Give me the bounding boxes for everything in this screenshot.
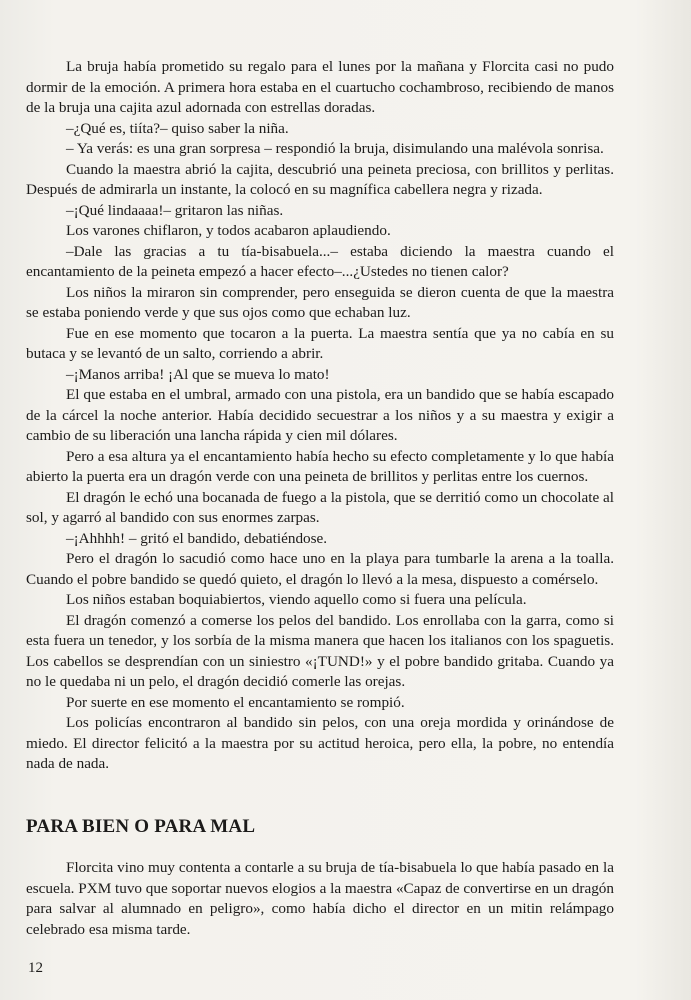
- section-heading: PARA BIEN O PARA MAL: [26, 816, 256, 837]
- paragraph: Fue en ese momento que tocaron a la puerta. La maestra sentía que ya no cabía en su butaca y se levantó de un salto, corriendo a abrir.: [26, 324, 614, 362]
- paragraph: Los policías encontraron al bandido sin pelos, con una oreja mordida y orinándose de miedo. El director felicitó a la maestra por su actitud heroica, pero ella, la pobre, no entendía nada de nada.: [26, 714, 614, 772]
- paragraph: Los varones chiflaron, y todos acabaron aplaudiendo.: [66, 222, 391, 239]
- section-text: [26, 858, 614, 940]
- paragraph: La bruja había prometido su regalo para el lunes por la mañana y Florcita casi no pudo dormir de la emoción. A primera hora estaba en el cuartucho cochambroso, recibiendo de manos de la bruja una cajita azul adornada con estrellas doradas.: [26, 58, 614, 116]
- paragraph: Por suerte en ese momento el encantamiento se rompió.: [66, 693, 405, 711]
- paragraph: –Dale las gracias a tu tía-bisabuela...– estaba diciendo la maestra cuando el encantamiento de la peineta empezó a hacer efecto–...¿Ustedes no tienen calor?: [26, 242, 614, 280]
- paragraph: –¡Qué lindaaaa!– gritaron las niñas.: [66, 201, 284, 219]
- paragraph: Florcita vino muy contenta a contarle a su bruja de tía-bisabuela lo que había pasado en la escuela. PXM tuvo que soportar nuevos elogios a la maestra «Capaz de convertirse en un dragón para salvar al alumnado en peligro», como había dicho el director en un mitin relámpago celebrado esa misma tarde.: [26, 859, 614, 938]
- paragraph: Pero el dragón lo sacudió como hace uno en la playa para tumbarle la arena a la toalla. Cuando el pobre bandido se quedó quieto, el dragón lo llevó a la mesa, dispuesto a comérselo.: [26, 550, 614, 588]
- paragraph: El dragón comenzó a comerse los pelos del bandido. Los enrollaba con la garra, como si esta fuera un tenedor, y los sorbía de la misma manera que hacen los italianos con los spaguetis. Los cabellos se desprendían con un siniestro «¡TUND!» y el pobre bandido gritaba. Cuando ya no le quedaba ni un pelo, el dragón decidió comerle las orejas.: [26, 611, 614, 690]
- paragraph: –¡Manos arriba! ¡Al que se mueva lo mato!: [66, 365, 330, 383]
- page-number: 12: [28, 960, 43, 976]
- story-text: [26, 57, 614, 775]
- paragraph: El dragón le echó una bocanada de fuego a la pistola, que se derritió como un chocolate al sol, y agarró al bandido con sus enormes zarpas.: [26, 488, 614, 526]
- paragraph: Cuando la maestra abrió la cajita, descubrió una peineta preciosa, con brillitos y perlitas. Después de admirarla un instante, la colocó en su magnífica cabellera negra y rizada.: [26, 160, 614, 198]
- paragraph: El que estaba en el umbral, armado con una pistola, era un bandido que se había escapado de la cárcel la noche anterior. Había decidido secuestrar a los niños y a su maestra y exigir a cambio de su liberación una lancha rápida y cien mil dólares.: [26, 386, 614, 444]
- paragraph: Los niños la miraron sin comprender, pero enseguida se dieron cuenta de que la maestra se estaba poniendo verde y que sus ojos como que echaban luz.: [26, 283, 614, 321]
- paragraph: – Ya verás: es una gran sorpresa – respondió la bruja, disimulando una malévola sonrisa.: [66, 140, 604, 157]
- paragraph: –¡Ahhhh! – gritó el bandido, debatiéndose.: [66, 529, 328, 547]
- paragraph: –¿Qué es, tiíta?– quiso saber la niña.: [66, 119, 289, 137]
- paragraph: Los niños estaban boquiabiertos, viendo aquello como si fuera una película.: [66, 591, 527, 608]
- paragraph: Pero a esa altura ya el encantamiento había hecho su efecto completamente y lo que había abierto la puerta era un dragón verde con una peineta de brillitos y perlitas entre los cuernos.: [26, 447, 614, 485]
